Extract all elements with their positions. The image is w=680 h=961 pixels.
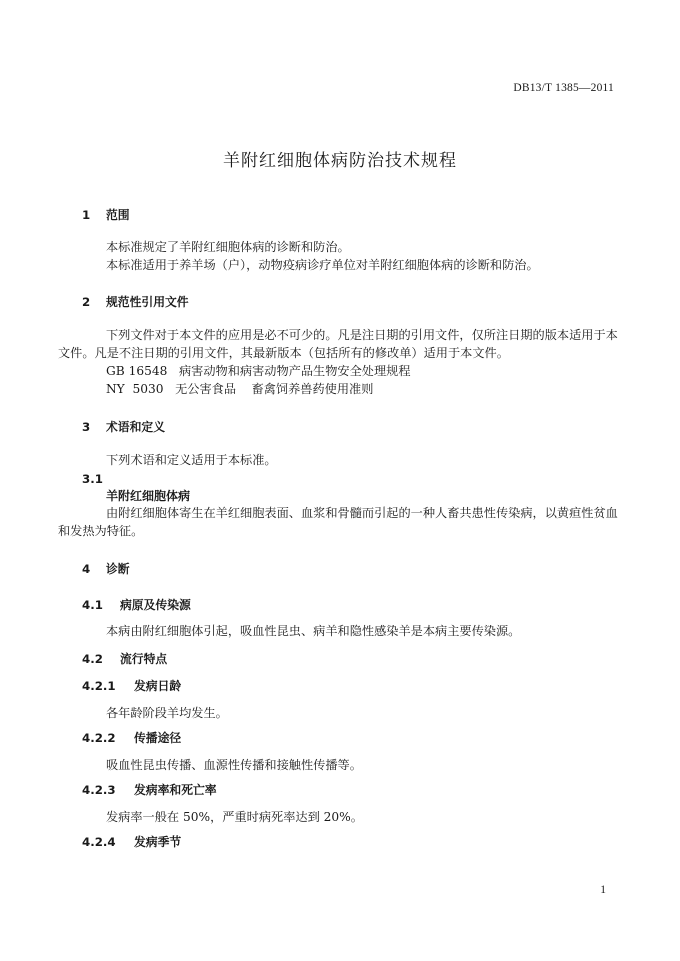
subsection-4-2-1-paragraph: 各年龄阶段羊均发生。 <box>106 706 228 720</box>
subsection-title: 发病季节 <box>134 835 182 849</box>
subsection-4-1-heading <box>82 596 618 614</box>
section-1-heading <box>82 206 618 224</box>
subsection-title: 流行特点 <box>120 652 168 666</box>
page-number: 1 <box>600 884 606 896</box>
term-name: 羊附红细胞体病 <box>106 489 191 503</box>
section-4-heading <box>82 560 618 578</box>
subsection-4-2-3-paragraph: 发病率一般在 50%，严重时病死率达到 20%。 <box>106 810 363 824</box>
subsection-title: 传播途径 <box>134 731 182 745</box>
normative-reference: NY 5030 无公害食品 畜禽饲养兽药使用准则 <box>106 382 374 396</box>
term-number: 3.1 <box>82 472 103 486</box>
section-number: 4 <box>82 562 91 576</box>
term-definition <box>58 504 628 540</box>
subsection-number: 4.2.2 <box>82 731 116 745</box>
subsection-number: 4.2.3 <box>82 783 116 797</box>
subsection-number: 4.1 <box>82 598 103 612</box>
section-title: 诊断 <box>106 562 130 576</box>
section-title: 范围 <box>106 208 130 222</box>
subsection-4-1-paragraph: 本病由附红细胞体引起，吸血性昆虫、病羊和隐性感染羊是本病主要传染源。 <box>106 624 521 638</box>
subsection-4-2-heading <box>82 650 618 668</box>
section-2-heading <box>82 293 618 311</box>
subsection-4-2-2-paragraph: 吸血性昆虫传播、血源性传播和接触性传播等。 <box>106 758 362 772</box>
subsection-title: 发病日龄 <box>134 679 182 693</box>
subsection-title: 发病率和死亡率 <box>134 783 217 797</box>
subsection-number: 4.2.4 <box>82 835 116 849</box>
section-number: 2 <box>82 295 91 309</box>
document-title: 羊附红细胞体病防治技术规程 <box>223 151 457 171</box>
section-title: 规范性引用文件 <box>106 295 189 309</box>
section-3-heading <box>82 418 618 436</box>
section-2-paragraph-text: 下列文件对于本文件的应用是必不可少的。凡是注日期的引用文件，仅所注日期的版本适用于本文件。凡是不注日期的引用文件，其最新版本（包括所有的修改单）适用于本文件。 <box>58 328 618 360</box>
subsection-4-2-3-heading <box>82 781 618 799</box>
section-number: 3 <box>82 420 91 434</box>
subsection-4-2-4-heading <box>82 833 618 851</box>
term-definition-text: 由附红细胞体寄生在羊红细胞表面、血浆和骨髓而引起的一种人畜共患性传染病，以黄疸性贫血和发热为特征。 <box>58 506 618 538</box>
section-title: 术语和定义 <box>106 420 165 434</box>
section-number: 1 <box>82 208 91 222</box>
section-1-paragraph-1: 本标准规定了羊附红细胞体病的诊断和防治。 <box>106 240 350 254</box>
subsection-number: 4.2.1 <box>82 679 116 693</box>
section-3-paragraph-1: 下列术语和定义适用于本标准。 <box>106 453 277 467</box>
subsection-4-2-2-heading <box>82 729 618 747</box>
section-1-paragraph-2: 本标准适用于养羊场（户），动物疫病诊疗单位对羊附红细胞体病的诊断和防治。 <box>106 258 539 272</box>
subsection-title: 病原及传染源 <box>120 598 191 612</box>
section-2-paragraph-1 <box>58 326 628 362</box>
subsection-number: 4.2 <box>82 652 103 666</box>
normative-reference: GB 16548 病害动物和病害动物产品生物安全处理规程 <box>106 364 411 378</box>
subsection-4-2-1-heading <box>82 677 618 695</box>
standard-code: DB13/T 1385—2011 <box>513 82 614 94</box>
